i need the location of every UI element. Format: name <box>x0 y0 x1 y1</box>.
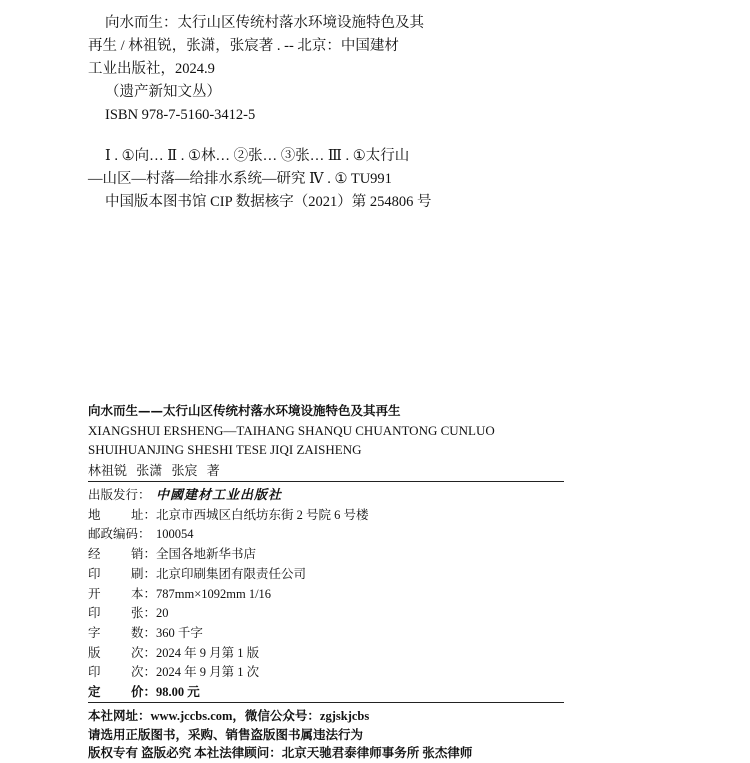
info-value: 98.00 元 <box>156 685 200 700</box>
cip-isbn: ISBN 978-7-5160-3412-5 <box>105 107 256 123</box>
info-value: 360 千字 <box>156 625 203 640</box>
info-row <box>88 644 369 664</box>
info-row <box>88 525 369 545</box>
book-authors: 林祖锐 张潇 张宸 著 <box>88 462 220 478</box>
publication-info <box>88 486 369 703</box>
info-row <box>88 663 369 683</box>
book-title-block <box>88 401 608 480</box>
info-value: 2024 年 9 月第 1 次 <box>156 665 260 680</box>
info-row <box>88 486 369 506</box>
info-label: 版 次： <box>88 645 156 660</box>
info-label: 出版发行： <box>88 488 151 502</box>
cip-classification-1: Ⅰ . ①向… Ⅱ . ①林… ②张… ③张… Ⅲ . ①太行山 <box>105 148 410 164</box>
info-value: 全国各地新华书店 <box>156 547 257 562</box>
cip-record <box>88 12 688 214</box>
info-row <box>88 604 369 624</box>
info-label: 地 址： <box>88 507 156 522</box>
info-row <box>88 585 369 605</box>
info-value: 北京印刷集团有限责任公司 <box>156 566 307 581</box>
info-label: 印 刷： <box>88 566 156 581</box>
info-label: 经 销： <box>88 547 156 562</box>
info-row <box>88 565 369 585</box>
book-title-pinyin-1: XIANGSHUI ERSHENG—TAIHANG SHANQU CHUANTONG CUNLUO <box>88 422 495 438</box>
book-title-cn: 向水而生——太行山区传统村落水环境设施特色及其再生 <box>88 403 401 418</box>
cip-title-line: 向水而生：太行山区传统村落水环境设施特色及其 <box>105 15 424 31</box>
info-label: 定 价： <box>88 685 156 700</box>
cip-author-line: 再生 / 林祖锐，张潇，张宸著 . -- 北京：中国建材 <box>88 38 399 54</box>
cip-series-line: （遗产新知文丛） <box>105 84 221 100</box>
publisher-notice <box>88 707 688 745</box>
info-value: 20 <box>156 606 169 621</box>
publisher-logo: 中國建材工业出版社 <box>156 488 283 503</box>
cip-classification-2: —山区—村落—给排水系统—研究 Ⅳ . ① TU991 <box>88 171 392 187</box>
info-row <box>88 624 369 644</box>
copyright-line-cut: 版权专有 盗版必究 本社法律顾问：北京天驰君泰律师事务所 张杰律师 <box>88 746 473 760</box>
divider-top <box>88 481 564 482</box>
info-value: 2024 年 9 月第 1 版 <box>156 645 260 660</box>
info-value: 北京市西城区白纸坊东街 2 号院 6 号楼 <box>156 507 369 522</box>
info-label: 开 本： <box>88 586 156 601</box>
info-label: 邮政编码： <box>88 527 151 542</box>
cip-publisher-line: 工业出版社，2024.9 <box>88 61 215 77</box>
info-row <box>88 683 369 703</box>
piracy-notice: 请选用正版图书，采购、销售盗版图书属违法行为 <box>88 728 364 742</box>
cip-data-number: 中国版本图书馆 CIP 数据核字（2021）第 254806 号 <box>105 194 432 210</box>
book-title-pinyin-2: SHUIHUANJING SHESHI TESE JIQI ZAISHENG <box>88 442 362 457</box>
info-label: 印 次： <box>88 665 156 680</box>
info-value: 100054 <box>156 527 194 542</box>
website-line: 本社网址：www.jccbs.com，微信公众号：zgjskjcbs <box>88 709 370 723</box>
info-row <box>88 506 369 526</box>
info-label: 字 数： <box>88 625 156 640</box>
info-value: 787mm×1092mm 1/16 <box>156 586 272 601</box>
divider-bottom <box>88 702 564 703</box>
info-label: 印 张： <box>88 606 156 621</box>
info-row <box>88 545 369 565</box>
